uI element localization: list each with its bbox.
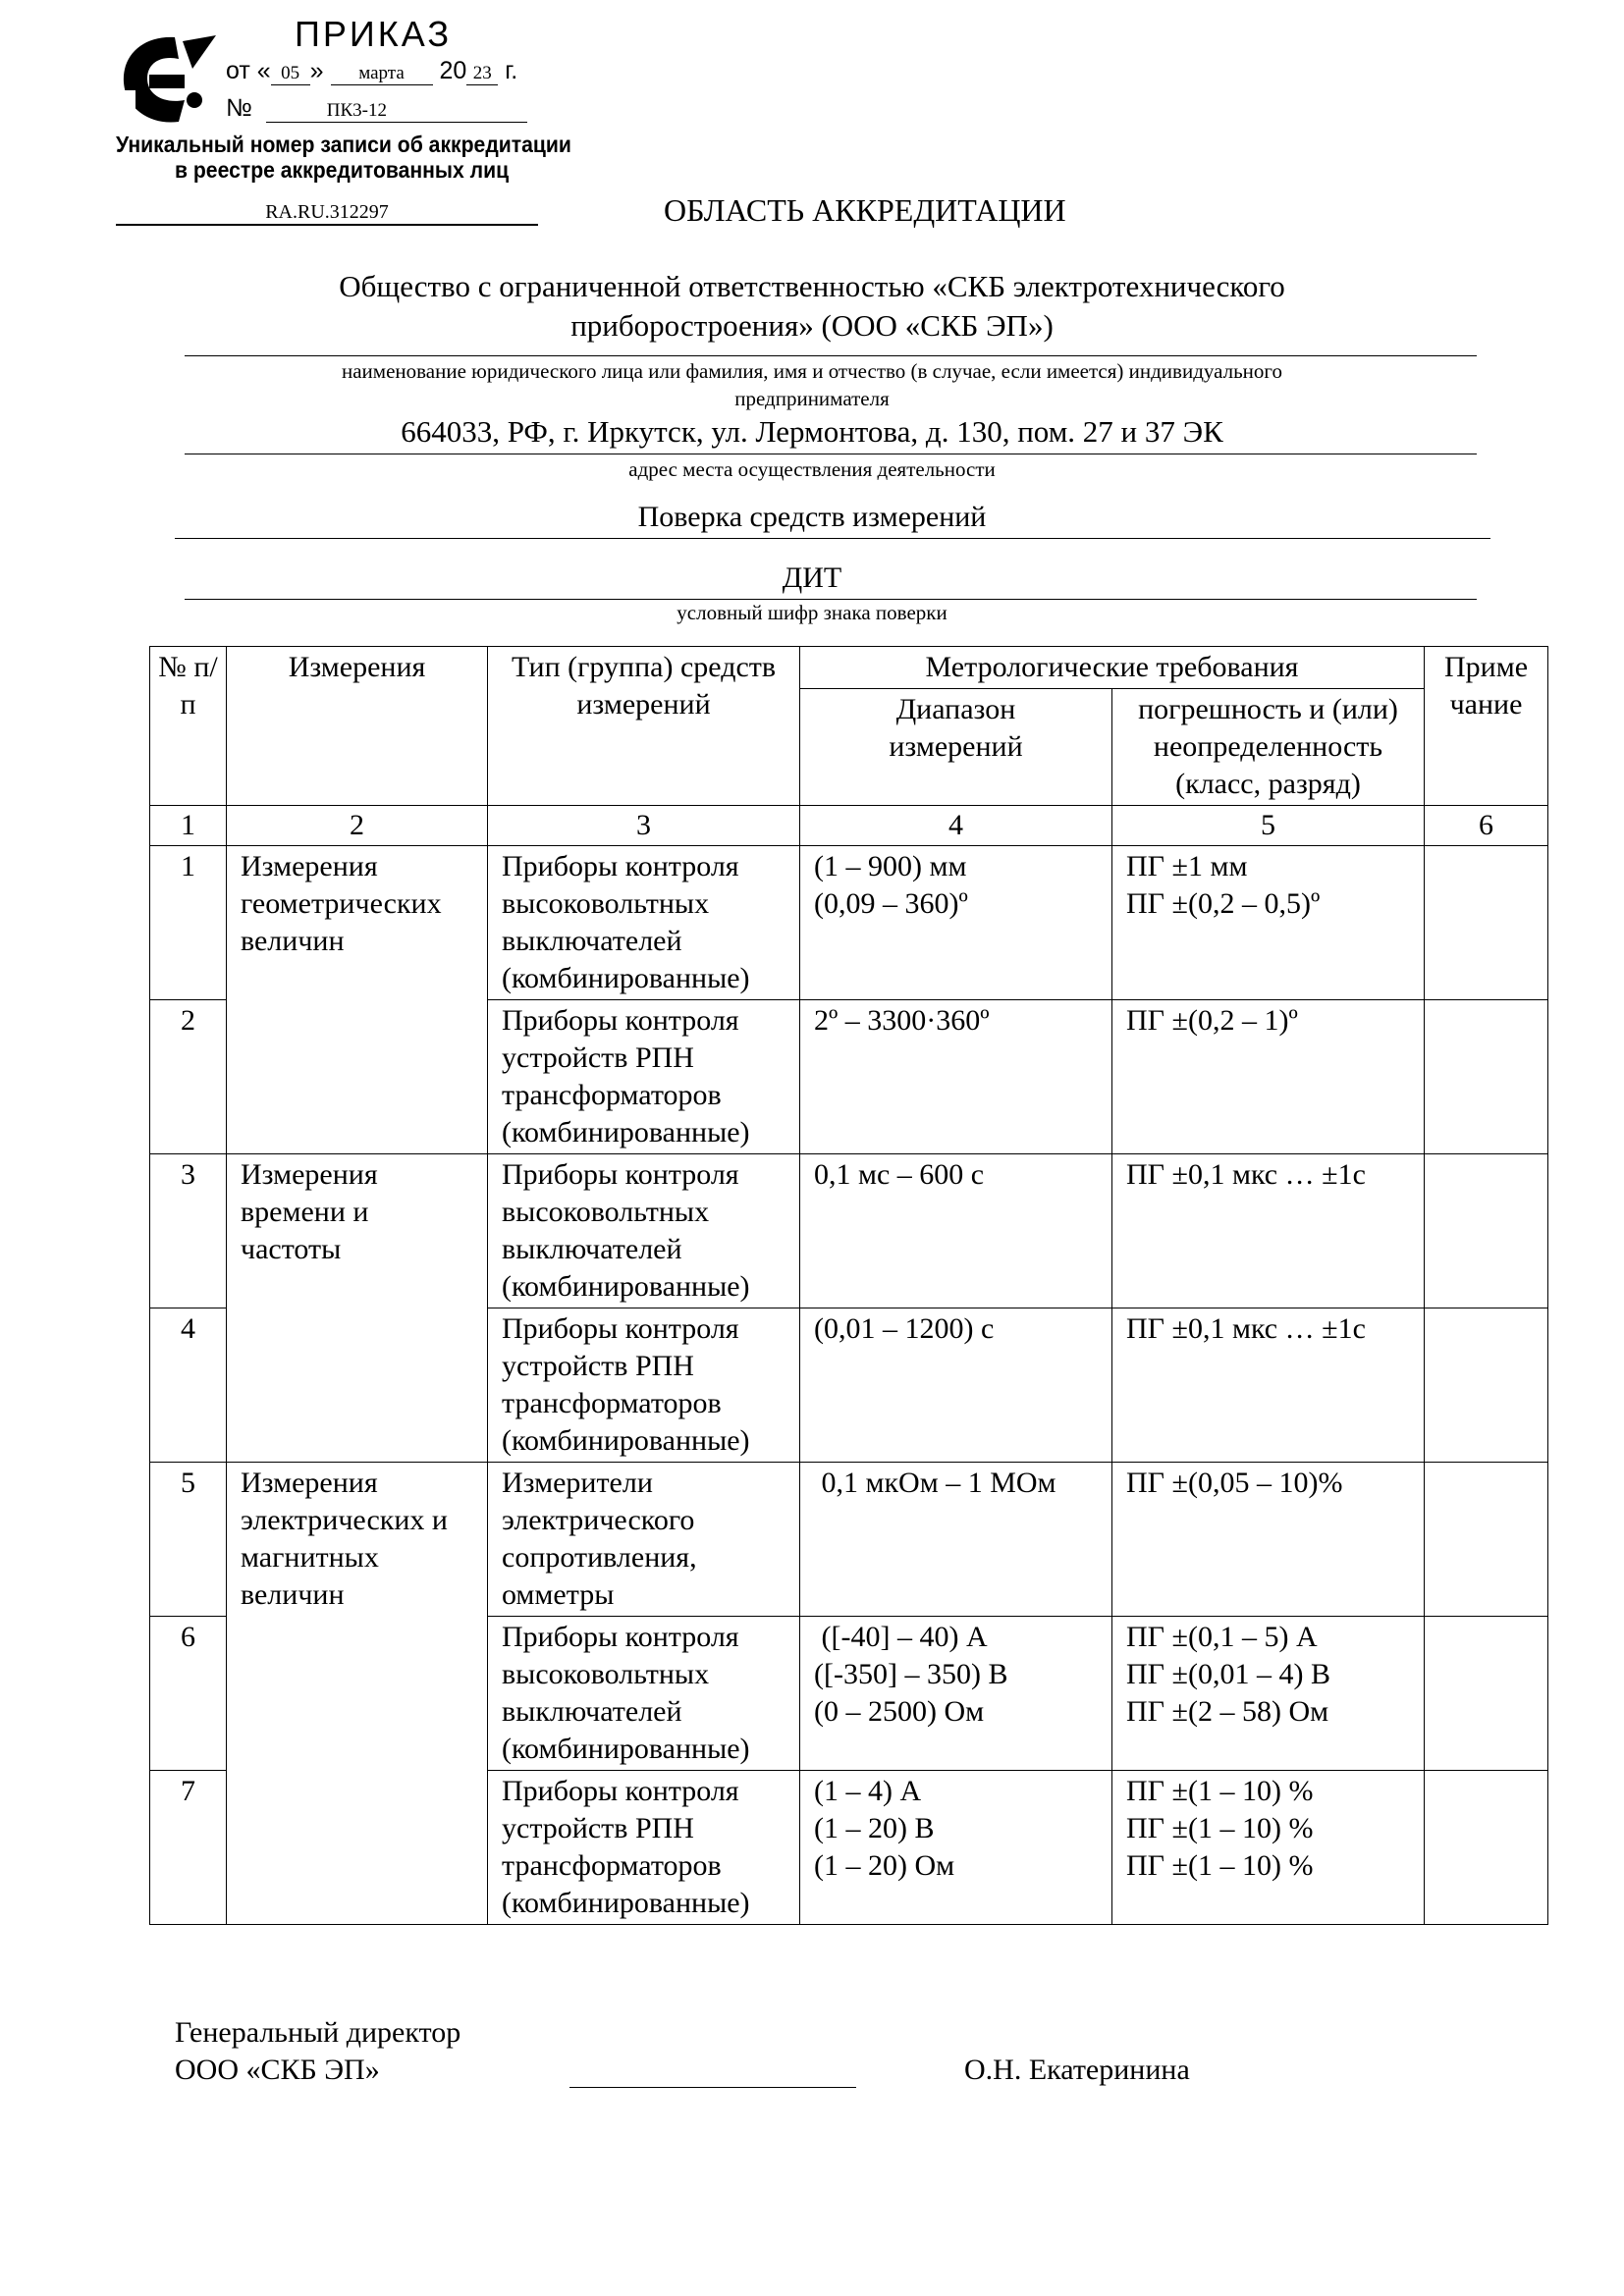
- organization-name-line-2: приборостроения» (ООО «СКБ ЭП»): [570, 308, 1054, 343]
- accuracy-line: ПГ ±(1 – 10) %: [1126, 1775, 1314, 1807]
- table-row: [150, 1154, 1548, 1308]
- measurement-range: [800, 1617, 1112, 1771]
- accuracy: [1112, 1308, 1425, 1463]
- range-line: 0,1 мкОм – 1 МОм: [814, 1467, 1056, 1499]
- verification-mark-code: ДИТ: [782, 561, 842, 594]
- order-number: ПК3-12: [266, 100, 527, 123]
- signatory-position-2: ООО «СКБ ЭП»: [175, 2054, 380, 2086]
- order-number-line: [226, 94, 527, 123]
- column-number: 1: [150, 806, 227, 846]
- instrument-type: Приборы контроля высоковольтных выключателей (комбинированные): [488, 1617, 800, 1771]
- range-line: (1 – 20) Ом: [814, 1849, 955, 1882]
- row-number: 4: [150, 1308, 227, 1463]
- instrument-type: Приборы контроля устройств РПН трансформаторов (комбинированные): [488, 1308, 800, 1463]
- header-metrology: Метрологические требования: [800, 647, 1425, 689]
- header-num: № п/п: [150, 647, 227, 806]
- registry-label-1: Уникальный номер записи об аккредитации: [116, 132, 571, 157]
- header-note: Приме чание: [1425, 647, 1548, 806]
- accuracy-line: ПГ ±0,1 мкс … ±1с: [1126, 1158, 1366, 1191]
- order-title: ПРИКАЗ: [295, 14, 453, 54]
- number-label: №: [226, 94, 252, 122]
- organization-underline: [185, 355, 1477, 356]
- instrument-type: Измерители электрического сопротивления, омметры: [488, 1463, 800, 1617]
- note: [1425, 1154, 1548, 1308]
- row-number: 5: [150, 1463, 227, 1617]
- measurement-group: Измерения времени и частоты: [227, 1154, 488, 1463]
- header-accuracy: погрешность и (или) неопределенность (класс, разряд): [1112, 689, 1425, 806]
- measurement-range: [800, 1308, 1112, 1463]
- mark-caption: условный шифр знака поверки: [677, 601, 947, 624]
- accuracy: [1112, 1771, 1425, 1925]
- range-line: 0,1 мс – 600 с: [814, 1158, 985, 1191]
- measurement-group: Измерения электрических и магнитных величин: [227, 1463, 488, 1925]
- year-end: г.: [505, 57, 518, 84]
- accuracy-line: ПГ ±(1 – 10) %: [1126, 1812, 1314, 1844]
- column-number: 3: [488, 806, 800, 846]
- header-measurements: Измерения: [227, 647, 488, 806]
- order-date-line: [226, 57, 517, 85]
- signature-line: [569, 2087, 856, 2088]
- instrument-type: Приборы контроля высоковольтных выключателей (комбинированные): [488, 846, 800, 1000]
- measurement-range: [800, 1000, 1112, 1154]
- registry-label-2: в реестре аккредитованных лиц: [175, 157, 510, 183]
- measurement-group: Измерения геометрических величин: [227, 846, 488, 1154]
- accreditation-logo: [114, 29, 228, 130]
- range-line: (1 – 900) мм: [814, 850, 967, 882]
- accuracy: [1112, 1154, 1425, 1308]
- accuracy: [1112, 1617, 1425, 1771]
- accuracy-line: ПГ ±(0,2 – 0,5)º: [1126, 887, 1321, 920]
- accuracy-line: ПГ ±(0,2 – 1)º: [1126, 1004, 1298, 1037]
- activity-underline: [175, 538, 1490, 539]
- instrument-type: Приборы контроля высоковольтных выключателей (комбинированные): [488, 1154, 800, 1308]
- table-row: [150, 846, 1548, 1000]
- measurement-range: [800, 1771, 1112, 1925]
- note: [1425, 846, 1548, 1000]
- date-prefix: от «: [226, 57, 271, 84]
- organization-name-line-1: Общество с ограниченной ответственностью «СКБ электротехнического: [339, 269, 1285, 303]
- accuracy-line: ПГ ±(0,1 – 5) А: [1126, 1621, 1318, 1653]
- order-month: марта: [331, 63, 433, 85]
- row-number: 7: [150, 1771, 227, 1925]
- accuracy-line: ПГ ±(2 – 58) Ом: [1126, 1695, 1329, 1728]
- note: [1425, 1000, 1548, 1154]
- signatory-name: О.Н. Екатеринина: [964, 2054, 1190, 2086]
- activity-type: Поверка средств измерений: [637, 501, 987, 533]
- date-quote: »: [309, 57, 324, 84]
- order-year: 23: [466, 63, 498, 85]
- mark-underline: [185, 599, 1477, 600]
- header-range: Диапазон измерений: [800, 689, 1112, 806]
- organization-caption-1: наименование юридического лица или фамилия, имя и отчество (в случае, если имеется) индивидуального: [342, 359, 1282, 383]
- signatory-position-1: Генеральный директор: [175, 2016, 461, 2049]
- organization-caption-2: предпринимателя: [734, 387, 890, 410]
- row-number: 1: [150, 846, 227, 1000]
- year-prefix: 20: [439, 57, 467, 84]
- column-number: 4: [800, 806, 1112, 846]
- registry-number: RA.RU.312297: [116, 200, 538, 226]
- column-number: 5: [1112, 806, 1425, 846]
- instrument-type: Приборы контроля устройств РПН трансформаторов (комбинированные): [488, 1771, 800, 1925]
- row-number: 6: [150, 1617, 227, 1771]
- range-line: ([-40] – 40) А: [814, 1621, 988, 1653]
- note: [1425, 1308, 1548, 1463]
- accuracy: [1112, 1000, 1425, 1154]
- row-number: 3: [150, 1154, 227, 1308]
- accreditation-table: [149, 646, 1548, 1925]
- accuracy: [1112, 1463, 1425, 1617]
- address: 664033, РФ, г. Иркутск, ул. Лермонтова, д. 130, пом. 27 и 37 ЭК: [401, 414, 1223, 449]
- row-number: 2: [150, 1000, 227, 1154]
- range-line: ([-350] – 350) В: [814, 1658, 1008, 1690]
- accuracy: [1112, 846, 1425, 1000]
- range-line: (1 – 4) А: [814, 1775, 922, 1807]
- measurement-range: [800, 1463, 1112, 1617]
- column-number: 2: [227, 806, 488, 846]
- note: [1425, 1771, 1548, 1925]
- range-line: (0,09 – 360)º: [814, 887, 968, 920]
- header-type: Тип (группа) средств измерений: [488, 647, 800, 806]
- measurement-range: [800, 1154, 1112, 1308]
- accuracy-line: ПГ ±(0,01 – 4) В: [1126, 1658, 1330, 1690]
- accuracy-line: ПГ ±(1 – 10) %: [1126, 1849, 1314, 1882]
- instrument-type: Приборы контроля устройств РПН трансформаторов (комбинированные): [488, 1000, 800, 1154]
- range-line: (0 – 2500) Ом: [814, 1695, 985, 1728]
- note: [1425, 1617, 1548, 1771]
- range-line: (0,01 – 1200) с: [814, 1312, 995, 1345]
- table-row: [150, 1463, 1548, 1617]
- accuracy-line: ПГ ±(0,05 – 10)%: [1126, 1467, 1343, 1499]
- range-line: 2º – 3300·360º: [814, 1004, 990, 1037]
- column-number: 6: [1425, 806, 1548, 846]
- range-line: (1 – 20) В: [814, 1812, 935, 1844]
- accuracy-line: ПГ ±1 мм: [1126, 850, 1248, 882]
- order-day: 05: [271, 63, 310, 85]
- accuracy-line: ПГ ±0,1 мкс … ±1с: [1126, 1312, 1366, 1345]
- address-caption: адрес места осуществления деятельности: [628, 457, 996, 481]
- note: [1425, 1463, 1548, 1617]
- measurement-range: [800, 846, 1112, 1000]
- document-title: ОБЛАСТЬ АККРЕДИТАЦИИ: [664, 192, 1066, 228]
